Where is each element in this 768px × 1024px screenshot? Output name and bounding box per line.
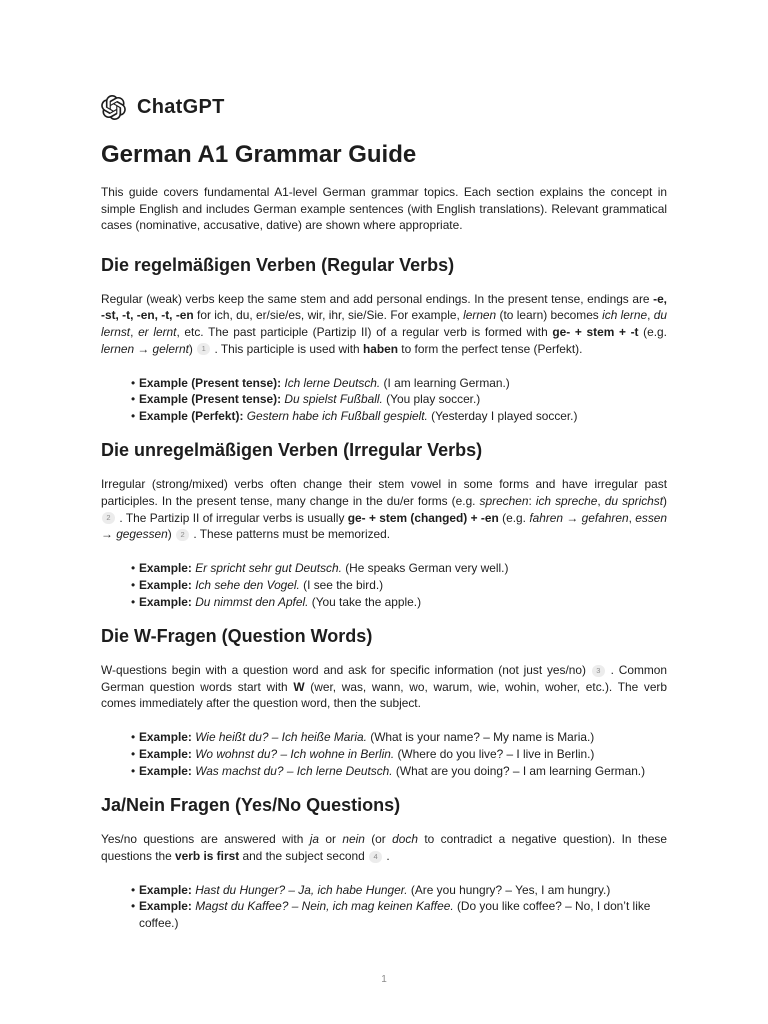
citation-badge[interactable]: 4 [369, 851, 382, 863]
example-label: Example (Perfekt): [139, 408, 244, 423]
brand-name: ChatGPT [137, 96, 225, 118]
english-translation: (Do you like coffee? – No, I don’t like coffee.) [139, 899, 651, 931]
text-run: ) [188, 341, 197, 356]
section-paragraph [101, 831, 667, 864]
german-sentence: Hast du Hunger? – Ja, ich habe Hunger. [195, 882, 408, 897]
text-run: . Common German question words start with [101, 663, 668, 694]
text-run: ) [167, 527, 176, 542]
intro-paragraph: This guide covers fundamental A1-level German grammar topics. Each section explains the concept in simple English and includes German example sentences (with English translations). Relevant grammatical cases (nominative, accusative, dative) are shown where appropriate. [101, 185, 667, 233]
text-run: or [318, 832, 343, 847]
text-run: Yes/no questions are answered with [101, 832, 310, 847]
text-run: (wer, was, wann, wo, warum, wie, wohin, woher, etc.). The verb comes immediately after the question word, then the subject. [101, 679, 668, 711]
english-translation: (Yesterday I played soccer.) [431, 408, 578, 423]
text-run: . The Partizip II of irregular verbs is usually [116, 510, 348, 525]
section-heading: Ja/Nein Fragen (Yes/No Questions) [101, 795, 401, 816]
text-run: W-questions begin with a question word and ask for specific information (not just yes/no) [101, 663, 591, 678]
german-sentence: Ich lerne Deutsch. [284, 375, 381, 390]
text-run: (or [364, 832, 393, 847]
example-label: Example: [139, 577, 192, 592]
citation-badge[interactable]: 3 [592, 665, 605, 677]
italic-text: nein [342, 832, 365, 847]
german-sentence: Magst du Kaffee? – Nein, ich mag keinen Kaffee. [195, 899, 454, 914]
text-run: : [528, 494, 536, 509]
document-title: German A1 Grammar Guide [101, 141, 417, 168]
example-label: Example (Present tense): [139, 375, 282, 390]
example-item [139, 882, 667, 899]
brand-header [101, 94, 667, 120]
italic-text: essen → gegessen [101, 510, 668, 542]
example-item [139, 746, 667, 763]
text-run: Irregular (strong/mixed) verbs often change their stem vowel in some forms and have irregular past participles. In the present tense, many change in the du/er forms (e.g. [101, 477, 667, 509]
italic-text: ich spreche [535, 494, 598, 509]
section-heading: Die unregelmäßigen Verben (Irregular Verbs) [101, 440, 483, 461]
example-item [139, 408, 667, 425]
german-sentence: Wo wohnst du? – Ich wohne in Berlin. [195, 746, 395, 761]
bold-text: verb is first [175, 848, 240, 863]
bold-text: W [293, 679, 305, 694]
text-run: (to learn) becomes [496, 308, 603, 323]
example-item [139, 375, 667, 392]
text-run: . This participle is used with [211, 341, 363, 356]
example-item [139, 577, 667, 594]
english-translation: (I see the bird.) [303, 577, 384, 592]
italic-text: sprechen [479, 494, 529, 509]
german-sentence: Was machst du? – Ich lerne Deutsch. [195, 763, 393, 778]
example-list [101, 560, 667, 610]
section-regular-verbs [101, 254, 667, 425]
example-list [101, 729, 667, 779]
german-sentence: Ich sehe den Vogel. [195, 577, 300, 592]
example-list [101, 882, 667, 932]
section-paragraph [101, 476, 667, 542]
text-run: ) [663, 494, 668, 509]
german-sentence: Gestern habe ich Fußball gespielt. [246, 408, 428, 423]
page-number: 1 [381, 974, 387, 985]
english-translation: (Where do you live? – I live in Berlin.) [397, 746, 595, 761]
italic-text: fahren → gefahren [529, 510, 629, 525]
example-label: Example: [139, 882, 192, 897]
german-sentence: Du nimmst den Apfel. [195, 594, 309, 609]
example-label: Example: [139, 594, 192, 609]
italic-text: ja [309, 832, 319, 847]
italic-text: lernen [463, 308, 497, 323]
example-list [101, 375, 667, 425]
section-paragraph [101, 291, 667, 357]
text-run: for ich, du, er/sie/es, wir, ihr, sie/Sie. For example, [193, 308, 464, 323]
example-label: Example: [139, 899, 192, 914]
text-run: to form the perfect tense (Perfekt). [398, 341, 583, 356]
italic-text: doch [392, 832, 418, 847]
example-label: Example (Present tense): [139, 392, 282, 407]
italic-text: du sprichst [604, 494, 664, 509]
section-paragraph [101, 662, 667, 712]
text-run: , [628, 510, 636, 525]
english-translation: (I am learning German.) [383, 375, 510, 390]
german-sentence: Er spricht sehr gut Deutsch. [195, 561, 342, 576]
text-run: , [647, 308, 654, 323]
text-run: , etc. The past participle (Partizip II) of a regular verb is formed with [176, 324, 553, 339]
english-translation: (You play soccer.) [386, 392, 481, 407]
bold-text: ge- + stem + -t [552, 324, 639, 339]
citation-badge[interactable]: 1 [197, 343, 210, 355]
example-label: Example: [139, 730, 192, 745]
section-yes-no-questions [101, 794, 667, 931]
citation-badge[interactable]: 2 [102, 512, 115, 524]
example-label: Example: [139, 561, 192, 576]
section-irregular-verbs [101, 439, 667, 610]
text-run: , [130, 324, 139, 339]
section-heading: Die regelmäßigen Verben (Regular Verbs) [101, 254, 455, 275]
text-run: , [597, 494, 605, 509]
italic-text: du lernst [101, 308, 667, 339]
citation-badge[interactable]: 2 [176, 529, 189, 541]
english-translation: (Are you hungry? – Yes, I am hungry.) [410, 882, 611, 897]
german-sentence: Du spielst Fußball. [284, 392, 383, 407]
document-content [101, 0, 667, 947]
italic-text: lernen → gelernt [101, 341, 189, 356]
italic-text: ich lerne [602, 308, 648, 323]
text-run: (e.g. [498, 510, 530, 525]
openai-logo-icon [101, 95, 126, 120]
bold-text: haben [362, 341, 398, 356]
text-run: Regular (weak) verbs keep the same stem and add personal endings. In the present tense, endings are [101, 291, 654, 306]
example-item [139, 594, 667, 611]
example-label: Example: [139, 763, 192, 778]
example-item [139, 729, 667, 746]
example-item [139, 391, 667, 408]
bold-text: -e, -st, -t, -en, -t, -en [101, 291, 667, 323]
text-run: . These patterns must be memorized. [190, 527, 391, 542]
bold-text: ge- + stem (changed) + -en [347, 510, 499, 525]
text-run: (e.g. [638, 324, 667, 339]
italic-text: er lernt [138, 324, 177, 339]
german-sentence: Wie heißt du? – Ich heiße Maria. [195, 730, 367, 745]
section-w-questions [101, 625, 667, 779]
english-translation: (What are you doing? – I am learning German.) [395, 763, 646, 778]
example-item [139, 763, 667, 780]
example-label: Example: [139, 746, 192, 761]
english-translation: (He speaks German very well.) [345, 561, 509, 576]
text-run: . [383, 848, 390, 863]
text-run: to contradict a negative question). In these questions the [101, 832, 667, 863]
example-item [139, 898, 667, 931]
english-translation: (You take the apple.) [311, 594, 422, 609]
text-run: and the subject second [239, 848, 369, 863]
example-item [139, 560, 667, 577]
english-translation: (What is your name? – My name is Maria.) [370, 730, 595, 745]
section-heading: Die W-Fragen (Question Words) [101, 626, 373, 647]
